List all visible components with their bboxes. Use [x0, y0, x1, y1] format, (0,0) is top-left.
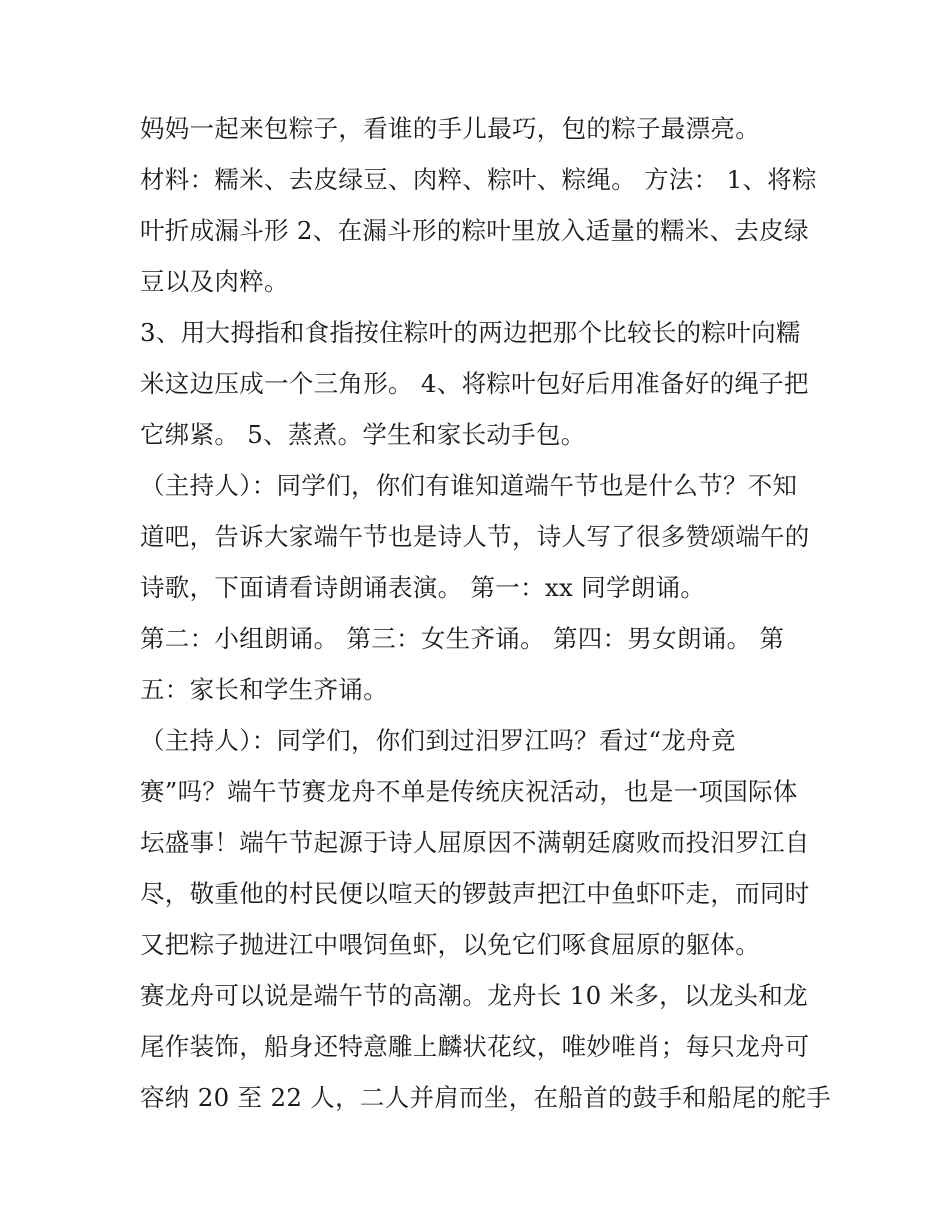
text-line: 它绑紧。 5、蒸煮。学生和家长动手包。: [140, 420, 586, 449]
text-line: 3、用大拇指和食指按住粽叶的两边把那个比较长的粽叶向糯: [140, 318, 801, 347]
text-line: （主持人）：同学们，你们到过汨罗江吗？看过“龙舟竞: [140, 726, 736, 755]
text-line: 坛盛事！端午节起源于诗人屈原因不满朝廷腐败而投汨罗江自: [140, 828, 810, 857]
text-line: 五：家长和学生齐诵。: [140, 675, 388, 704]
text-line: 尽，敬重他的村民便以喧天的锣鼓声把江中鱼虾吓走，而同时: [140, 879, 810, 908]
text-line: 容纳 20 至 22 人，二人并肩而坐，在船首的鼓手和船尾的舵手: [140, 1083, 832, 1112]
text-line: 妈妈一起来包粽子，看谁的手儿最巧，包的粽子最漂亮。: [140, 114, 760, 143]
text-line: （主持人）：同学们，你们有谁知道端午节也是什么节？不知: [140, 471, 798, 500]
text-line: 赛”吗？端午节赛龙舟不单是传统庆祝活动，也是一项国际体: [140, 777, 798, 806]
text-line: 诗歌，下面请看诗朗诵表演。 第一：xx 同学朗诵。: [140, 573, 706, 602]
text-line: 豆以及肉粹。: [140, 267, 289, 296]
text-line: 材料：糯米、去皮绿豆、肉粹、粽叶、粽绳。 方法： 1、将粽: [140, 165, 817, 194]
text-line: 赛龙舟可以说是端午节的高潮。龙舟长 10 米多，以龙头和龙: [140, 981, 808, 1010]
text-line: 道吧，告诉大家端午节也是诗人节，诗人写了很多赞颂端午的: [140, 522, 810, 551]
text-line: 叶折成漏斗形 2、在漏斗形的粽叶里放入适量的糯米、去皮绿: [140, 216, 809, 245]
text-line: 又把粽子抛进江中喂饲鱼虾，以免它们啄食屈原的躯体。: [140, 930, 760, 959]
text-line: 第二：小组朗诵。 第三：女生齐诵。 第四：男女朗诵。 第: [140, 624, 785, 653]
text-line: 尾作装饰，船身还特意雕上麟状花纹，唯妙唯肖；每只龙舟可: [140, 1032, 810, 1061]
text-line: 米这边压成一个三角形。 4、将粽叶包好后用准备好的绳子把: [140, 369, 809, 398]
